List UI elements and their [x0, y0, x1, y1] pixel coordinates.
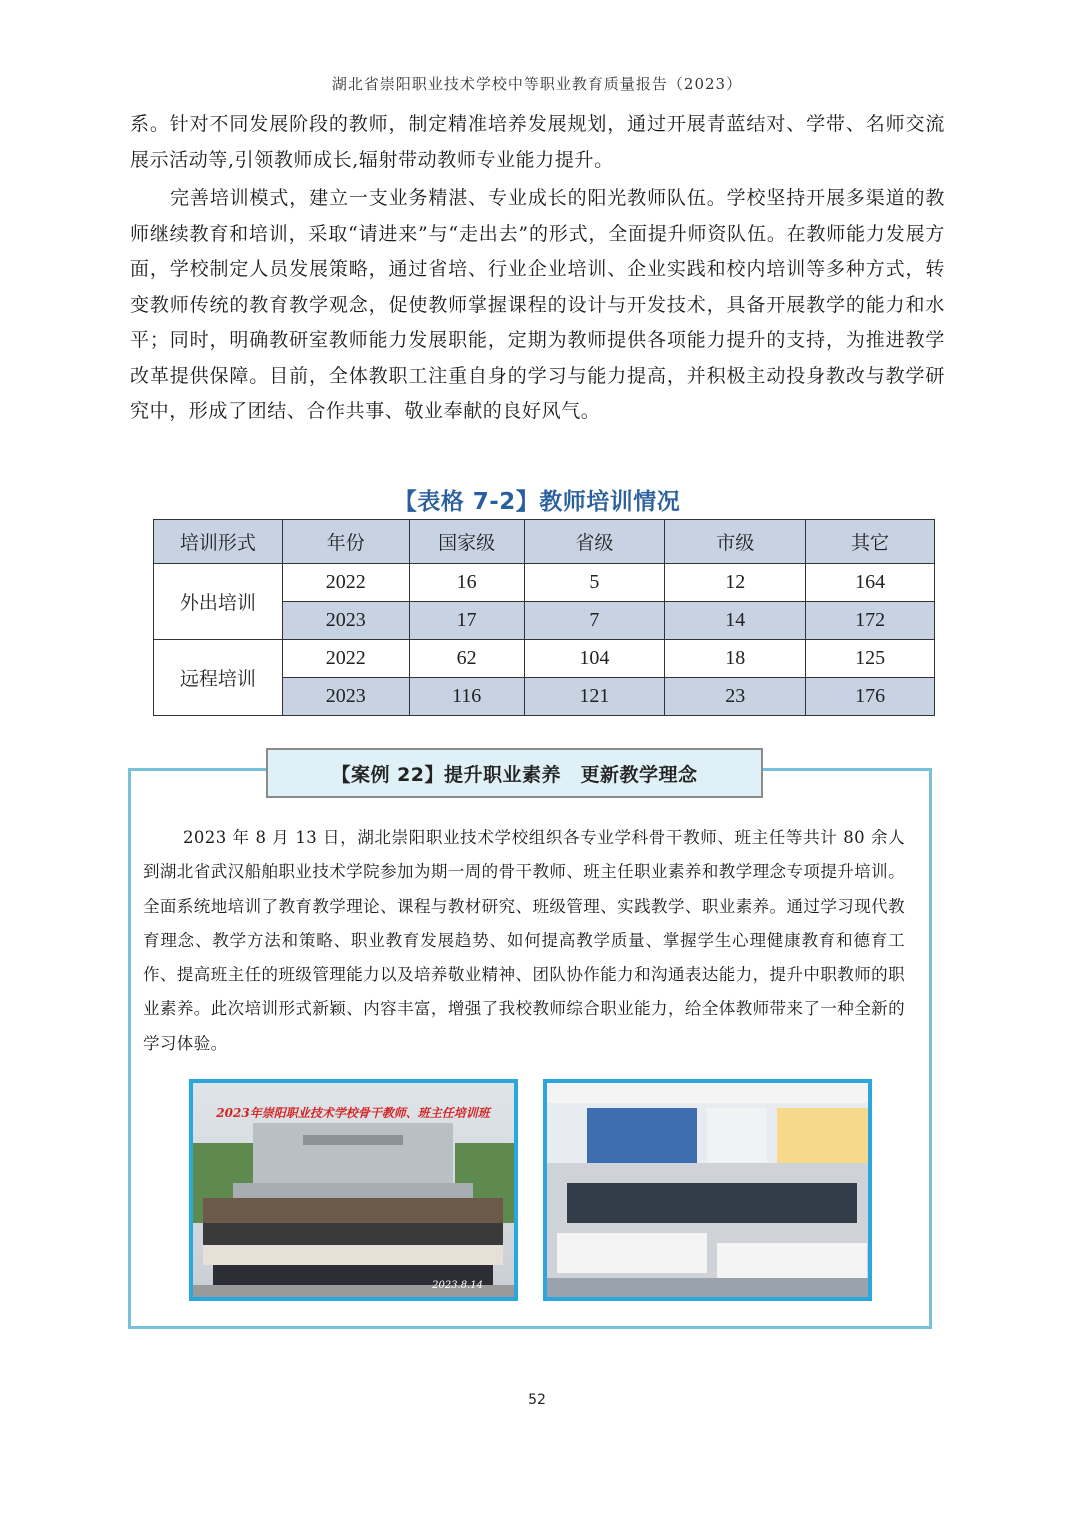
- other-cell: 172: [806, 602, 935, 640]
- form-cell: 外出培训: [154, 564, 283, 640]
- year-cell: 2022: [282, 640, 409, 678]
- provincial-cell: 121: [524, 678, 665, 716]
- national-cell: 116: [409, 678, 524, 716]
- municipal-cell: 23: [665, 678, 806, 716]
- table-row: [154, 640, 935, 678]
- page-number: 52: [528, 1392, 546, 1408]
- classroom-photo-illustration: [547, 1083, 868, 1297]
- other-cell: 164: [806, 564, 935, 602]
- header-cell-form: 培训形式: [154, 520, 283, 564]
- municipal-cell: 18: [665, 640, 806, 678]
- other-cell: 176: [806, 678, 935, 716]
- photo-banner-text: 2023年崇阳职业技术学校骨干教师、班主任培训班: [216, 1106, 490, 1120]
- table-row: [154, 564, 935, 602]
- provincial-cell: 5: [524, 564, 665, 602]
- year-cell: 2022: [282, 564, 409, 602]
- national-cell: 17: [409, 602, 524, 640]
- header-cell-other: 其它: [806, 520, 935, 564]
- header-cell-year: 年份: [282, 520, 409, 564]
- table-header-row: [154, 520, 935, 564]
- year-cell: 2023: [282, 678, 409, 716]
- group-photo-illustration: [193, 1083, 514, 1297]
- provincial-cell: 104: [524, 640, 665, 678]
- photo-date-text: 2023.8.14: [432, 1280, 483, 1291]
- body-paragraph-1: 系。针对不同发展阶段的教师，制定精准培养发展规划，通过开展青蓝结对、学带、名师交流展示活动等,引领教师成长,辐射带动教师专业能力提升。: [130, 113, 945, 171]
- national-cell: 16: [409, 564, 524, 602]
- case-study-text: 2023 年 8 月 13 日，湖北崇阳职业技术学校组织各专业学科骨干教师、班主任等共计 80 余人到湖北省武汉船舶职业技术学院参加为期一周的骨干教师、班主任职业素养和教学理念专项提升培训。全面系统地培训了教育教学理论、课程与教材研究、班级管理、实践教学、职业素养。通过学习现代教育理念、教学方法和策略、职业教育发展趋势、如何提高教学质量、掌握学生心理健康教育和德育工作、提高班主任的班级管理能力以及培养敬业精神、团队协作能力和沟通表达能力，提升中职教师的职业素养。此次培训形式新颖、内容丰富，增强了我校教师综合职业能力，给全体教师带来了一种全新的学习体验。: [143, 828, 905, 1053]
- header-cell-national: 国家级: [409, 520, 524, 564]
- provincial-cell: 7: [524, 602, 665, 640]
- year-cell: 2023: [282, 602, 409, 640]
- other-cell: 125: [806, 640, 935, 678]
- table-caption: 【表格 7-2】教师培训情况: [393, 489, 681, 515]
- national-cell: 62: [409, 640, 524, 678]
- form-cell: 远程培训: [154, 640, 283, 716]
- case-study-title: 【案例 22】提升职业素养 更新教学理念: [266, 748, 763, 798]
- running-header: 湖北省崇阳职业技术学校中等职业教育质量报告（2023）: [331, 75, 743, 93]
- body-paragraph-2: 完善培训模式，建立一支业务精湛、专业成长的阳光教师队伍。学校坚持开展多渠道的教师继续教育和培训，采取“请进来”与“走出去”的形式，全面提升师资队伍。在教师能力发展方面，学校制定人员发展策略，通过省培、行业企业培训、企业实践和校内培训等多种方式，转变教师传统的教育教学观念，促使教师掌握课程的设计与开发技术，具备开展教学的能力和水平；同时，明确教研室教师能力发展职能，定期为教师提供各项能力提升的支持，为推进教学改革提供保障。目前，全体教职工注重自身的学习与能力提高，并积极主动投身教改与教学研究中，形成了团结、合作共事、敬业奉献的良好风气。: [130, 187, 945, 422]
- group-photo: [189, 1079, 518, 1301]
- training-table: [153, 519, 935, 716]
- municipal-cell: 12: [665, 564, 806, 602]
- header-cell-municipal: 市级: [665, 520, 806, 564]
- municipal-cell: 14: [665, 602, 806, 640]
- classroom-photo: [543, 1079, 872, 1301]
- header-cell-provincial: 省级: [524, 520, 665, 564]
